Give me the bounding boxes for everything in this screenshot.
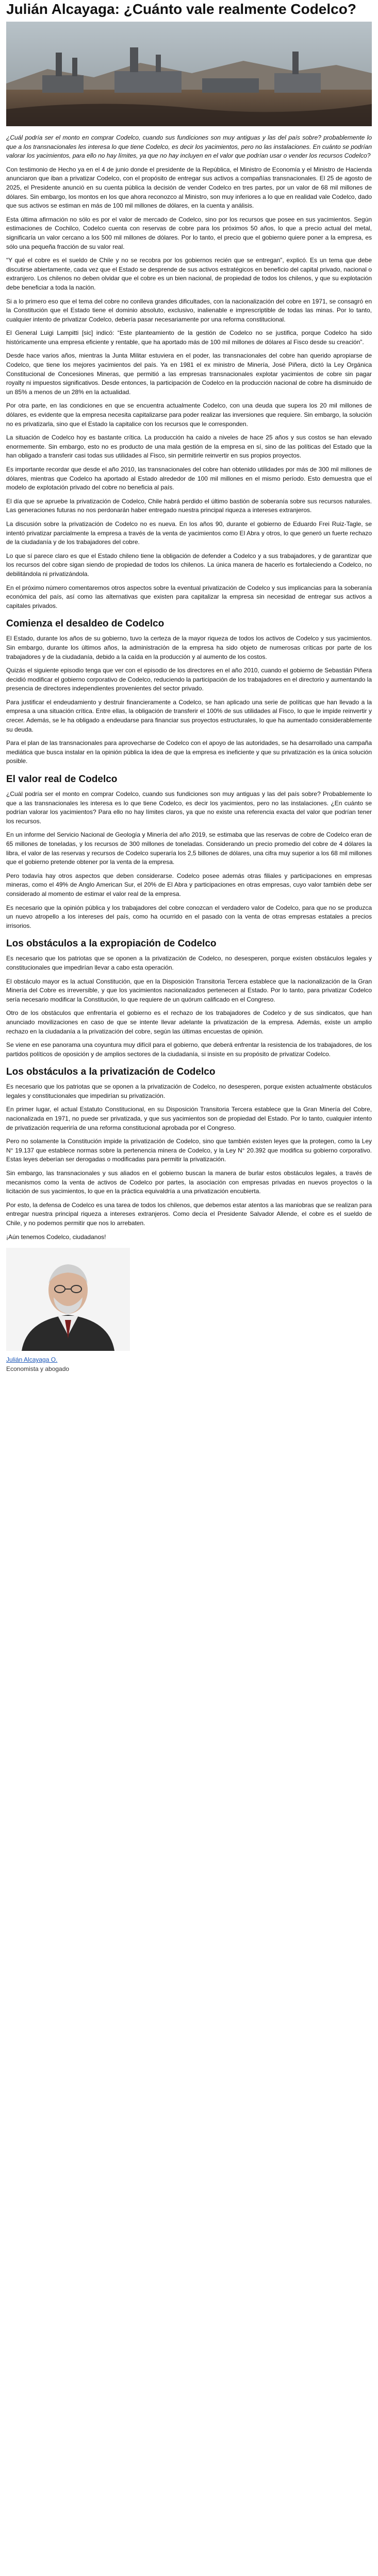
paragraph: Esta última afirmación no sólo es por el valor de mercado de Codelco, sino por los recursos que posee en sus yacimientos. Según estimaciones de Cochilco, Codelco cuenta con reservas de cobre para los próximos 50 años, lo que a precio actual del metal, significaría un valor cercano a los 500 mil millones de dólares. Por lo tanto, el precio que el gobierno quiere poner a la empresa, es sólo una pequeña fracción de su valor real. bbox=[6, 215, 372, 250]
article-intro: ¿Cuál podría ser el monto en comprar Codelco, cuando sus fundiciones son muy antiguas y las del país sobre? probablemente lo que a los transnacionales les interesa lo que tiene Codelco, es decir los yacimientos, pero no las instalaciones. En cuánto se podrían valorar los yacimientos, para ello no hay límites, ya que no hay incluyen en el valor que podrían usar o vender los recursos Codelco? bbox=[6, 134, 372, 160]
section-3 bbox=[6, 938, 372, 1059]
paragraph: En primer lugar, el actual Estatuto Constitucional, en su Disposición Transitoria Tercera establece que la Gran Minería del Cobre, nacionalizada en 1971, no puede ser privatizada, y que sus yacimientos son de propiedad del Estado. Por lo tanto, cualquier intento de privatización requeriría de una reforma constitucional aprobada por el Congreso. bbox=[6, 1106, 372, 1131]
paragraph: Por otra parte, en las condiciones en que se encuentra actualmente Codelco, con una deuda que supera los 20 mil millones de dólares, es evidente que la empresa necesita capitalizarse para poder realizar las inversiones que requiere. Sin embargo, la solución no es privatizarla, sino que el Estado la capitalice con los recursos que le corresponden. bbox=[6, 402, 372, 428]
closing-line: ¡Aún tenemos Codelco, ciudadanos! bbox=[6, 1233, 106, 1241]
paragraph: La situación de Codelco hoy es bastante crítica. La producción ha caído a niveles de hace 25 años y sus costos se han elevado enormemente. Sin embargo, esto no es producto de una mala gestión de la empresa en sí, sino de las políticas del Estado que la han obligado a transferir casi todas sus utilidades al Fisco, sin permitirle reinvertir en sus propios proyectos. bbox=[6, 434, 372, 460]
paragraph: Para justificar el endeudamiento y destruir financieramente a Codelco, se han aplicado una serie de políticas que han llevado a la empresa a una situación crítica. Entre ellas, la obligación de transferir el 100% de sus utilidades al Fisco, lo que le impide reinvertir y crecer. Además, se le ha obligado a endeudarse para financiar sus proyectos estructurales, lo que ha aumentado considerablemente su deuda. bbox=[6, 698, 372, 733]
hero-photo-image bbox=[6, 22, 372, 126]
article-title: Julián Alcayaga: ¿Cuánto vale realmente Codelco? bbox=[6, 1, 356, 17]
author-role: Economista y abogado bbox=[6, 1365, 70, 1373]
paragraph: Pero todavía hay otros aspectos que deben considerarse. Codelco posee además otras filiales y participaciones en empresas mineras, como el 49% de Anglo American Sur, el 20% de El Abra y participaciones en otras empresas, cuyo valor también debe ser considerado al momento de estimar el valor real de la empresa. bbox=[6, 872, 372, 897]
paragraph: En el próximo número comentaremos otros aspectos sobre la eventual privatización de Codelco y sus implicancias para la soberanía económica del país, así como las alternativas que existen para capitalizar la empresa sin necesidad de entregar sus activos a capitales privados. bbox=[6, 584, 372, 609]
paragraph: Es necesario que la opinión pública y los trabajadores del cobre conozcan el verdadero valor de Codelco, para que no se produzca un nuevo atropello a los intereses del país, como ha ocurrido en el pasado con la venta de otras empresas estatales a precios irrisorios. bbox=[6, 904, 372, 929]
paragraph: Desde hace varios años, mientras la Junta Militar estuviera en el poder, las transnacionales del cobre han querido apropiarse de Codelco, que tiene los mejores yacimientos del país. Ya en 1981 el ex ministro de Minería, José Piñera, dictó la Ley Orgánica Constitucional de Concesiones Mineras, que permitió a las empresas transnacionales explotar yacimientos de cobre sin pagar royalty ni impuestos significativos. Desde entonces, la participación de Codelco en la producción nacional de cobre ha disminuido de un 85% a menos de un 28% en la actualidad. bbox=[6, 352, 372, 396]
section-2 bbox=[6, 773, 372, 930]
paragraph: Se viene en ese panorama una coyuntura muy difícil para el gobierno, que deberá enfrentar la resistencia de los trabajadores, de los partidos políticos de oposición y de amplios sectores de la ciudadanía, si insiste en su propósito de privatizar Codelco. bbox=[6, 1041, 372, 1058]
section-1 bbox=[6, 618, 372, 766]
author-name-link[interactable]: Julián Alcayaga O. bbox=[6, 1356, 58, 1364]
paragraph: El obstáculo mayor es la actual Constitución, que en la Disposición Transitoria Tercera establece que la nacionalización de la Gran Minería del Cobre es irreversible, y que los yacimientos nacionalizados pertenecen al Estado. Por lo tanto, para privatizar Codelco sería necesario modificar la Constitución, lo que requiere de un quórum calificado en el Congreso. bbox=[6, 977, 372, 1003]
author-portrait bbox=[6, 1248, 130, 1351]
paragraph: “Y qué el cobre es el sueldo de Chile y no se recobra por los gobiernos recién que se entregan”, explicó. Es un tema que debe discutirse abiertamente, cada vez que el Estado se desprende de sus activos estratégicos en beneficio del capital privado, nacional o extranjero. Los chilenos no deben olvidar que el cobre es un bien nacional, de propiedad de todos los chilenos, y que su explotación debe beneficiar a toda la nación. bbox=[6, 257, 372, 291]
paragraph: En un informe del Servicio Nacional de Geología y Minería del año 2019, se estimaba que las reservas de cobre de Codelco eran de 65 millones de toneladas, y los recursos de 300 millones de toneladas. Considerando un precio promedio del cobre de 4 dólares la libra, el valor de las reservas y recursos de Codelco superaría los 2,5 billones de dólares, una cifra muy superior a los 68 mil millones que el gobierno pretende obtener por la venta de la empresa. bbox=[6, 831, 372, 866]
section-heading: Los obstáculos a la privatización de Codelco bbox=[6, 1066, 216, 1078]
paragraph: Lo que sí parece claro es que el Estado chileno tiene la obligación de defender a Codelco y a sus trabajadores, y de garantizar que los recursos del cobre sigan siendo de propiedad de todos los chilenos. La única manera de hacerlo es fortaleciendo a Codelco, no debilitándola ni privatizándola. bbox=[6, 552, 372, 578]
section-4 bbox=[6, 1066, 372, 1228]
paragraph: La discusión sobre la privatización de Codelco no es nueva. En los años 90, durante el gobierno de Eduardo Frei Ruiz-Tagle, se intentó privatizar parcialmente la empresa a través de la venta de yacimientos como El Abra y otros, lo que generó un fuerte rechazo de la ciudadanía y de los trabajadores del cobre. bbox=[6, 520, 372, 546]
paragraph: El día que se apruebe la privatización de Codelco, Chile habrá perdido el último bastión de soberanía sobre sus recursos naturales. Las generaciones futuras no nos perdonarán haber entregado nuestra principal riqueza a intereses extranjeros. bbox=[6, 497, 372, 514]
paragraph: Por esto, la defensa de Codelco es una tarea de todos los chilenos, que debemos estar atentos a las maniobras que se realizan para entregar nuestra principal riqueza a intereses extranjeros. Como decía el Presidente Salvador Allende, el cobre es el sueldo de Chile, y no podemos permitir que nos lo arrebaten. bbox=[6, 1201, 372, 1227]
paragraph: Es importante recordar que desde el año 2010, las transnacionales del cobre han obtenido utilidades por más de 300 mil millones de dólares, mientras que Codelco ha aportado al Estado alrededor de 100 mil millones en el mismo período. Esto demuestra que el modelo de explotación privado del cobre no beneficia al país. bbox=[6, 466, 372, 492]
paragraph: Otro de los obstáculos que enfrentaría el gobierno es el rechazo de los trabajadores de Codelco y de sus sindicatos, que han anunciado movilizaciones en caso de que se intente llevar adelante la privatización de la empresa. Además, existe un amplio rechazo en la ciudadanía a la privatización del cobre, según las últimas encuestas de opinión. bbox=[6, 1009, 372, 1035]
paragraph: El General Luigi Lampitti [sic] indicó: “Este planteamiento de la gestión de Codelco no se justifica, porque Codelco ha sido históricamente una empresa eficiente y rentable, que ha aportado más de 100 mil millones de dólares al Fisco desde su creación”. bbox=[6, 329, 372, 346]
hero-photo bbox=[6, 22, 372, 126]
section-heading: Los obstáculos a la expropiación de Codelco bbox=[6, 938, 217, 950]
section-heading: Comienza el desaldeo de Codelco bbox=[6, 618, 165, 630]
author-photo bbox=[6, 1248, 130, 1351]
paragraph: Es necesario que los patriotas que se oponen a la privatización de Codelco, no desesperen, porque existen obstáculos legales y constitucionales que impedirían llevar a cabo esta operación. bbox=[6, 955, 372, 971]
paragraph: Quizás el siguiente episodio tenga que ver con el episodio de los directores en el año 2010, cuando el gobierno de Sebastián Piñera decidió modificar el gobierno corporativo de Codelco, reduciendo la participación de los trabajadores en el directorio y aumentando la presencia de directores independientes provenientes del sector privado. bbox=[6, 667, 372, 692]
paragraph: Si a lo primero eso que el tema del cobre no conlleva grandes dificultades, con la nacionalización del cobre en 1971, se consagró en la Constitución que el Estado tiene el dominio absoluto, exclusivo, inalienable e imprescriptible de todas las minas. Por lo tanto, cualquier intento de privatizar Codelco, debería pasar necesariamente por una reforma constitucional. bbox=[6, 297, 372, 323]
paragraph: El Estado, durante los años de su gobierno, tuvo la certeza de la mayor riqueza de todos los activos de Codelco y sus yacimientos. Sin embargo, durante los últimos años, la administración de la empresa ha sido objeto de numerosas críticas por parte de los trabajadores y de la ciudadanía, debido a la caída en la producción y al aumento de los costos. bbox=[6, 635, 372, 660]
paragraph: Pero no solamente la Constitución impide la privatización de Codelco, sino que también existen leyes que la protegen, como la Ley N° 19.137 que establece normas sobre la pertenencia minera de Codelco, y la Ley N° 20.392 que modifica su gobierno corporativo. Estas leyes deberían ser derogadas o modificadas para permitir la privatización. bbox=[6, 1138, 372, 1163]
paragraph: ¿Cuál podría ser el monto en comprar Codelco, cuando sus fundiciones son muy antiguas y las del país sobre? Probablemente lo que a las transnacionales les interesa es lo que tiene Codelco, es decir los yacimientos, pero no las instalaciones. ¿En cuánto se podrían valorar los yacimientos? Para ello no hay límites claros, ya que no existe una referencia exacta del valor que podrían tener los recursos. bbox=[6, 790, 372, 825]
paragraph: Es necesario que los patriotas que se oponen a la privatización de Codelco, no desesperen, porque existen actualmente obstáculos legales y constitucionales que impedirían su privatización. bbox=[6, 1083, 372, 1099]
paragraph: Con testimonio de Hecho ya en el 4 de junio donde el presidente de la República, el Ministro de Economía y el Ministro de Hacienda anunciaron que iban a privatizar Codelco, con el propósito de entregar sus activos a compañías transnacionales. El 25 de agosto de 2025, el Presidente anunció en su cuenta pública la decisión de vender Codelco en tres partes, por un valor de 68 mil millones de dólares. Sin embargo, los montos en los que ahora reconozco al Ministro, son muy inferiores a lo que en realidad vale Codelco, dado que sus activos se estiman en más de 100 mil millones de dólares, en la cuenta y análisis. bbox=[6, 165, 372, 210]
paragraph: Para el plan de las transnacionales para aprovecharse de Codelco con el apoyo de las autoridades, se ha desarrollado una campaña mediática que busca instalar en la opinión pública la idea de que la empresa es ineficiente y que su privatización es la única solución posible. bbox=[6, 739, 372, 765]
section-heading: El valor real de Codelco bbox=[6, 774, 118, 785]
paragraph: Sin embargo, las transnacionales y sus aliados en el gobierno buscan la manera de burlar estos obstáculos legales, a través de mecanismos como la venta de activos de Codelco por partes, la asociación con empresas privadas en nuevos proyectos o la licitación de sus yacimientos, lo que en la práctica equivaldría a una privatización encubierta. bbox=[6, 1170, 372, 1195]
section-0 bbox=[6, 165, 372, 611]
